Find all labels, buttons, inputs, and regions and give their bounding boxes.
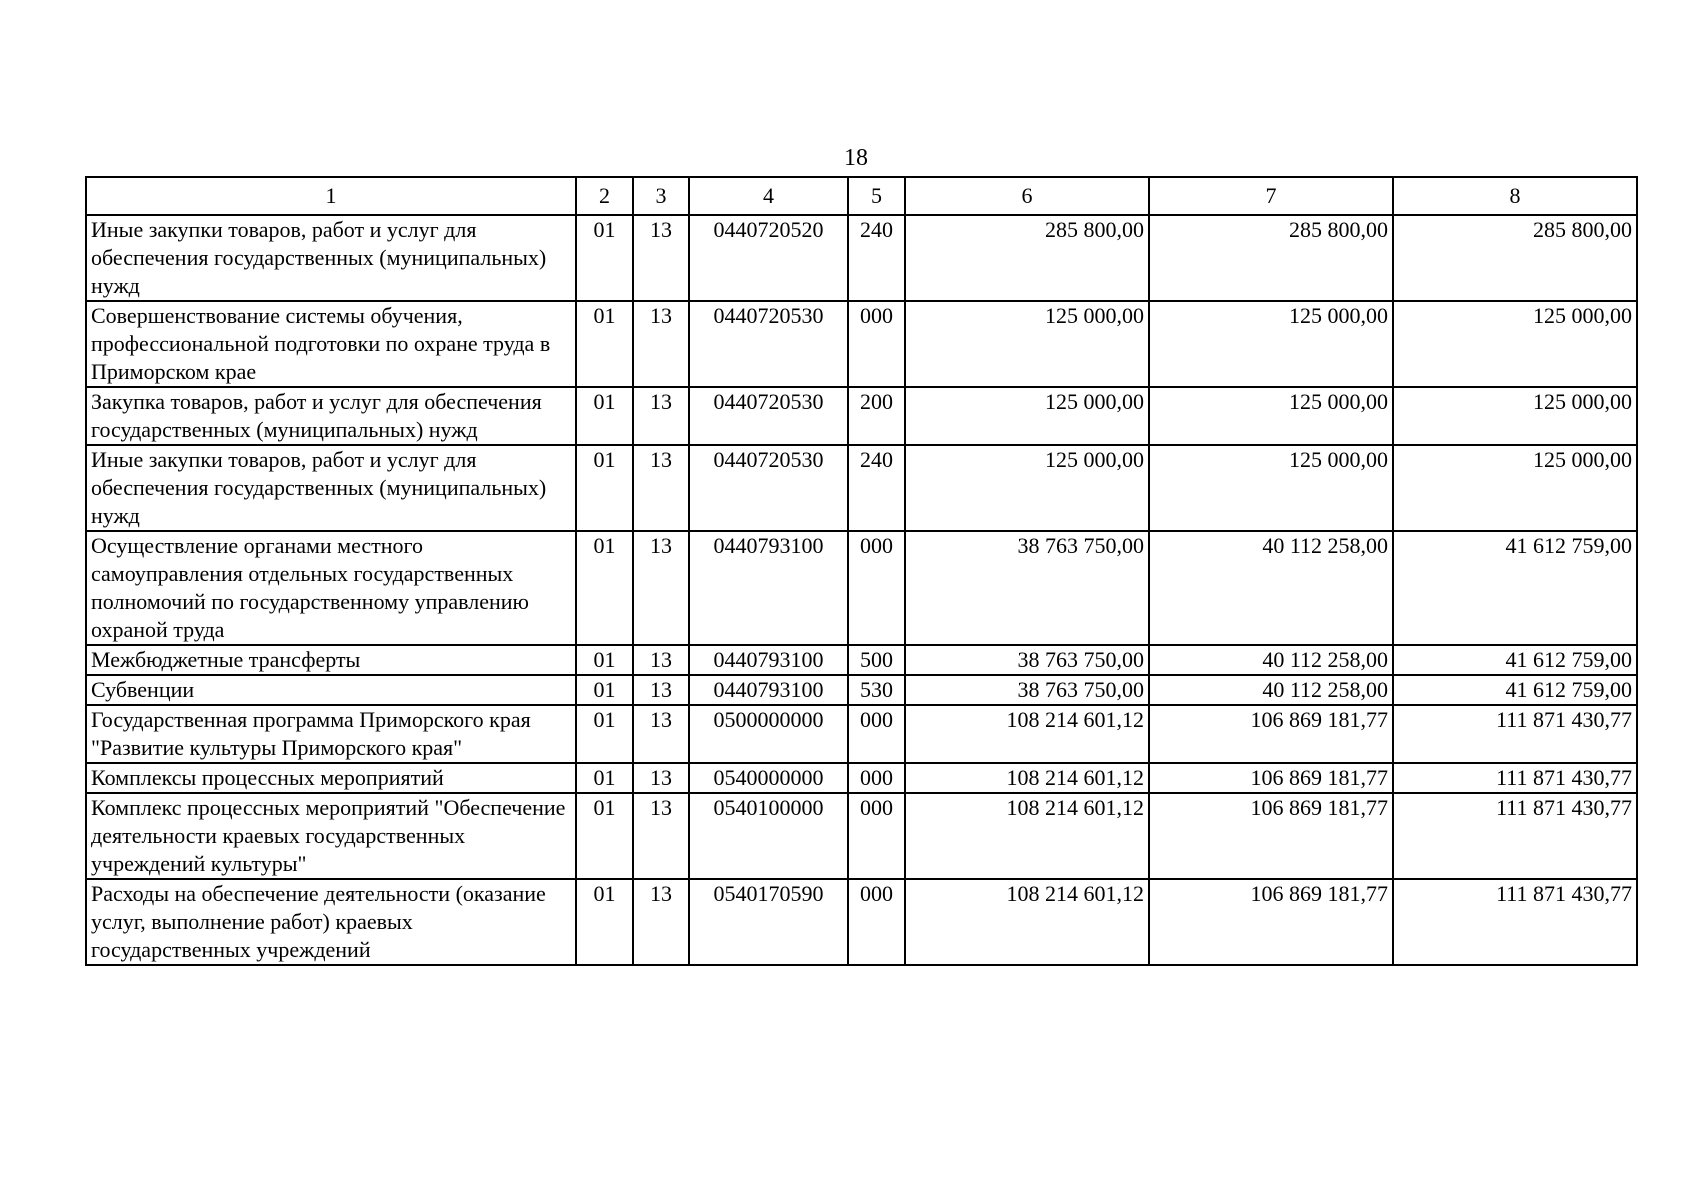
- row-amount-7: 106 869 181,77: [1149, 763, 1393, 793]
- row-expense-type: 000: [848, 301, 905, 387]
- row-section: 01: [576, 879, 633, 965]
- row-name: Комплексы процессных мероприятий: [86, 763, 576, 793]
- row-expense-type: 000: [848, 879, 905, 965]
- row-amount-7: 125 000,00: [1149, 445, 1393, 531]
- row-amount-6: 108 214 601,12: [905, 793, 1149, 879]
- row-target-code: 0440720530: [689, 445, 848, 531]
- row-subsection: 13: [633, 387, 689, 445]
- row-name: Комплекс процессных мероприятий "Обеспечение деятельности краевых государственных учреждений культуры": [86, 793, 576, 879]
- header-cell-1: 1: [86, 177, 576, 215]
- row-expense-type: 530: [848, 675, 905, 705]
- row-target-code: 0440793100: [689, 675, 848, 705]
- row-section: 01: [576, 215, 633, 301]
- row-amount-8: 111 871 430,77: [1393, 793, 1637, 879]
- row-subsection: 13: [633, 531, 689, 645]
- row-expense-type: 200: [848, 387, 905, 445]
- row-name: Совершенствование системы обучения, профессиональной подготовки по охране труда в Приморском крае: [86, 301, 576, 387]
- row-target-code: 0500000000: [689, 705, 848, 763]
- row-section: 01: [576, 705, 633, 763]
- row-amount-8: 111 871 430,77: [1393, 763, 1637, 793]
- row-section: 01: [576, 645, 633, 675]
- row-amount-8: 41 612 759,00: [1393, 675, 1637, 705]
- row-amount-7: 40 112 258,00: [1149, 645, 1393, 675]
- row-target-code: 0540000000: [689, 763, 848, 793]
- table-row: [86, 793, 1637, 879]
- row-section: 01: [576, 531, 633, 645]
- row-amount-6: 38 763 750,00: [905, 675, 1149, 705]
- row-amount-6: 38 763 750,00: [905, 531, 1149, 645]
- header-row: [86, 177, 1637, 215]
- table-row: [86, 531, 1637, 645]
- row-name: Межбюджетные трансферты: [86, 645, 576, 675]
- row-amount-8: 111 871 430,77: [1393, 705, 1637, 763]
- row-expense-type: 000: [848, 793, 905, 879]
- budget-table: [85, 176, 1638, 966]
- row-amount-7: 106 869 181,77: [1149, 793, 1393, 879]
- row-target-code: 0440793100: [689, 645, 848, 675]
- row-expense-type: 000: [848, 705, 905, 763]
- row-amount-6: 108 214 601,12: [905, 705, 1149, 763]
- row-expense-type: 240: [848, 445, 905, 531]
- row-amount-8: 41 612 759,00: [1393, 645, 1637, 675]
- row-section: 01: [576, 387, 633, 445]
- table-row: [86, 675, 1637, 705]
- row-subsection: 13: [633, 645, 689, 675]
- row-name: Иные закупки товаров, работ и услуг для обеспечения государственных (муниципальных) нужд: [86, 215, 576, 301]
- table-row: [86, 705, 1637, 763]
- row-subsection: 13: [633, 675, 689, 705]
- row-expense-type: 240: [848, 215, 905, 301]
- row-amount-6: 125 000,00: [905, 387, 1149, 445]
- row-amount-7: 125 000,00: [1149, 301, 1393, 387]
- row-amount-6: 108 214 601,12: [905, 763, 1149, 793]
- row-target-code: 0440793100: [689, 531, 848, 645]
- table-row: [86, 445, 1637, 531]
- row-subsection: 13: [633, 793, 689, 879]
- row-amount-8: 285 800,00: [1393, 215, 1637, 301]
- row-target-code: 0440720530: [689, 387, 848, 445]
- row-amount-8: 41 612 759,00: [1393, 531, 1637, 645]
- row-subsection: 13: [633, 705, 689, 763]
- row-subsection: 13: [633, 215, 689, 301]
- row-expense-type: 000: [848, 531, 905, 645]
- table-row: [86, 645, 1637, 675]
- header-cell-8: 8: [1393, 177, 1637, 215]
- row-target-code: 0440720530: [689, 301, 848, 387]
- row-section: 01: [576, 445, 633, 531]
- header-cell-4: 4: [689, 177, 848, 215]
- header-cell-7: 7: [1149, 177, 1393, 215]
- row-section: 01: [576, 301, 633, 387]
- header-cell-5: 5: [848, 177, 905, 215]
- row-amount-8: 125 000,00: [1393, 445, 1637, 531]
- row-amount-6: 108 214 601,12: [905, 879, 1149, 965]
- header-cell-6: 6: [905, 177, 1149, 215]
- row-amount-6: 285 800,00: [905, 215, 1149, 301]
- row-name: Государственная программа Приморского края "Развитие культуры Приморского края": [86, 705, 576, 763]
- row-amount-7: 106 869 181,77: [1149, 705, 1393, 763]
- row-subsection: 13: [633, 301, 689, 387]
- row-name: Субвенции: [86, 675, 576, 705]
- row-amount-8: 111 871 430,77: [1393, 879, 1637, 965]
- row-amount-6: 125 000,00: [905, 445, 1149, 531]
- header-cell-3: 3: [633, 177, 689, 215]
- table-row: [86, 215, 1637, 301]
- page-number: 18: [844, 145, 868, 171]
- row-expense-type: 500: [848, 645, 905, 675]
- row-name: Расходы на обеспечение деятельности (оказание услуг, выполнение работ) краевых государственных учреждений: [86, 879, 576, 965]
- row-name: Осуществление органами местного самоуправления отдельных государственных полномочий по государственному управлению охраной труда: [86, 531, 576, 645]
- row-target-code: 0540170590: [689, 879, 848, 965]
- row-section: 01: [576, 675, 633, 705]
- row-amount-6: 125 000,00: [905, 301, 1149, 387]
- row-amount-7: 106 869 181,77: [1149, 879, 1393, 965]
- table-row: [86, 879, 1637, 965]
- row-name: Иные закупки товаров, работ и услуг для обеспечения государственных (муниципальных) нужд: [86, 445, 576, 531]
- row-amount-7: 40 112 258,00: [1149, 531, 1393, 645]
- header-cell-2: 2: [576, 177, 633, 215]
- row-target-code: 0440720520: [689, 215, 848, 301]
- row-subsection: 13: [633, 879, 689, 965]
- row-target-code: 0540100000: [689, 793, 848, 879]
- row-section: 01: [576, 763, 633, 793]
- row-section: 01: [576, 793, 633, 879]
- table-row: [86, 301, 1637, 387]
- row-amount-8: 125 000,00: [1393, 387, 1637, 445]
- row-amount-7: 285 800,00: [1149, 215, 1393, 301]
- row-expense-type: 000: [848, 763, 905, 793]
- table-row: [86, 763, 1637, 793]
- row-name: Закупка товаров, работ и услуг для обеспечения государственных (муниципальных) нужд: [86, 387, 576, 445]
- row-amount-7: 125 000,00: [1149, 387, 1393, 445]
- table-row: [86, 387, 1637, 445]
- row-amount-7: 40 112 258,00: [1149, 675, 1393, 705]
- row-subsection: 13: [633, 763, 689, 793]
- row-subsection: 13: [633, 445, 689, 531]
- row-amount-8: 125 000,00: [1393, 301, 1637, 387]
- row-amount-6: 38 763 750,00: [905, 645, 1149, 675]
